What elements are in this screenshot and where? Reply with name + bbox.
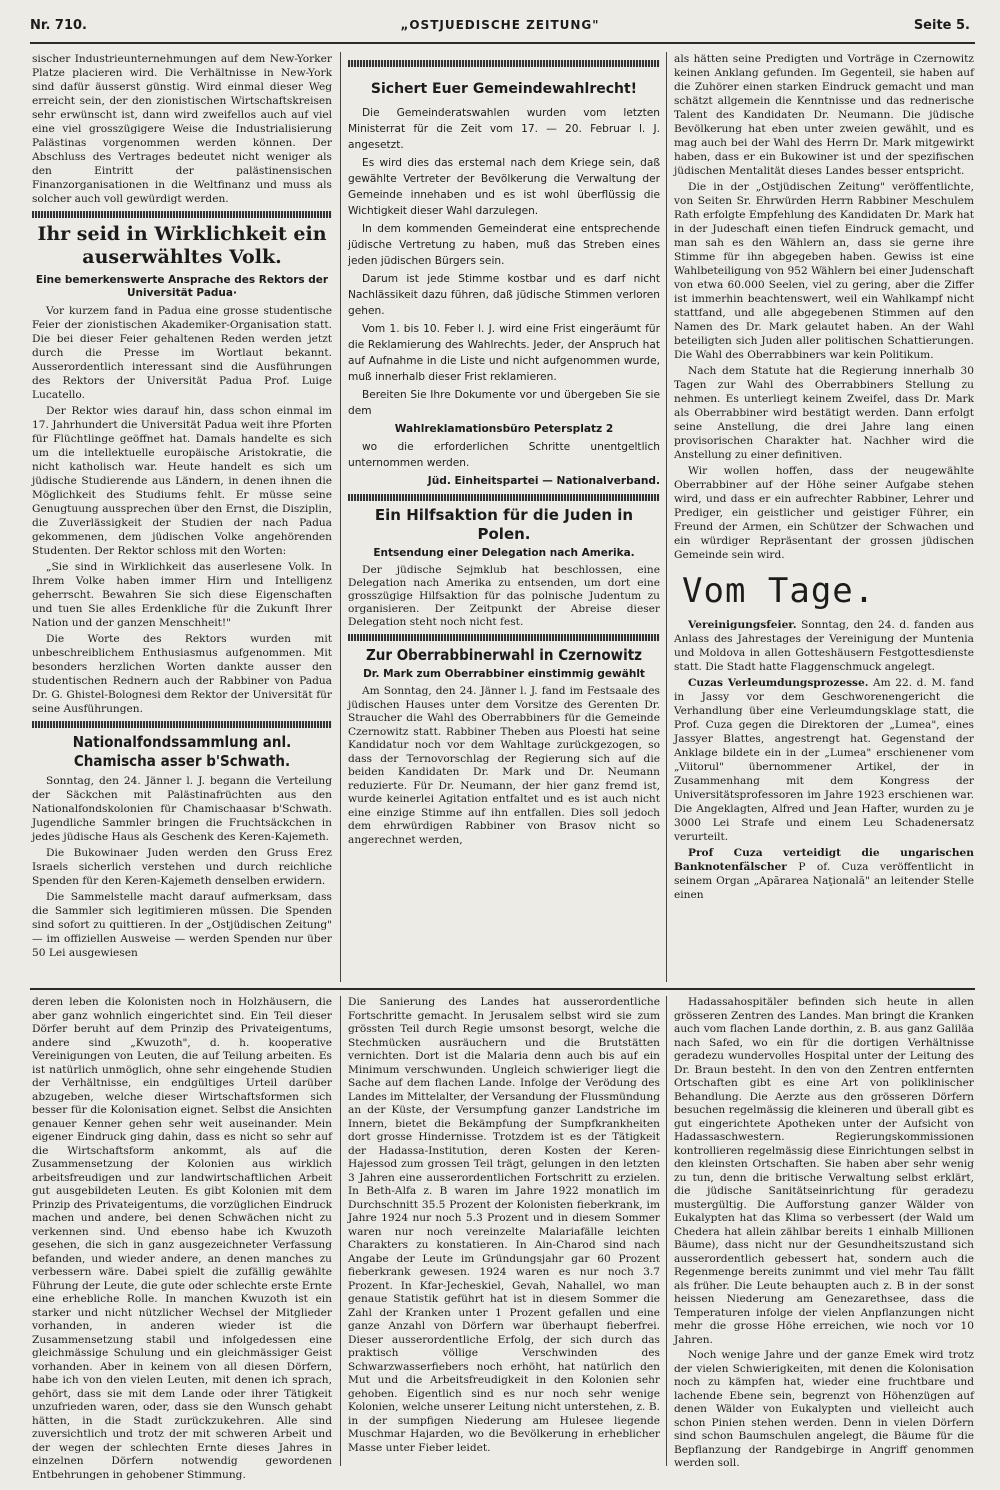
article-subtitle: Eine bemerkenswerte Ansprache des Rektors der Universität Padua· [35,274,329,299]
paragraph: Der Rektor wies darauf hin, dass schon einmal im 17. Jahrhundert die Universität Padua weit ihre Pforten für Flüchtlinge geöffnet hat. Damals handelte es sich um die intellektuelle europäische Aristokratie, die nicht katholisch war. Heute handelt es sich um jüdische Studierende aus Ländern, in denen ihnen die Möglichkeit des Studiums fehlt. Er müsse seine Genugtuung aussprechen über den Ernst, die Disziplin, die Zuverlässigkeit der Studien der nach Padua gekommenen, dem jüdischen Volke angehörenden Studenten. Der Rektor schloss mit den Worten: [32,405,332,557]
header-rule [30,42,975,44]
bottom-column-1 [32,996,332,1481]
bottom-column-2 [348,996,660,1466]
news-text: Am 22. d. M. fand in Jassy vor dem Geschworenengericht die Verhandlung über eine Verleumdungsklage statt, die Prof. Cuza gegen die Direktoren der „Lumea", eines Jassyer Blattes, angestrengt hat. Gegenstand der Anklage bildete ein in der „Lumea" erschienener vom „Viitorul" übernommener Artikel, der in Zusammenhang mit dem Kongress der Universitätsprofessoren im Jahre 1923 erschienen war. Die Angeklagten, Alfred und Jean Hafter, wurden zu je 3000 Lei Strafe und einem Leu Schadenersatz verurteilt. [674,677,974,843]
article-title: Nationalfondssammlung anl. Chamischa asser b'Schwath. [72,733,292,770]
divider [32,211,332,218]
newspaper-title: „OSTJUEDISCHE ZEITUNG" [400,18,600,32]
section-rule [30,988,975,990]
article-subtitle: Entsendung einer Delegation nach Amerika. [373,547,635,559]
notice-title: Sichert Euer Gemeindewahlrecht! [370,81,638,97]
paragraph: Die Bukowinaer Juden werden den Gruss Erez Israels sicherlich verstehen und durch reichliche Spenden für den Keren-Kajemeth denselben erwidern. [32,847,332,887]
news-text: Sonntag, den 24. d. fanden aus Anlass des Jahrestages der Vereinigung der Muntenia und Moldova in allen Gotteshäusern Festgottesdienste statt. Die Stadt hatte Flaggenschmuck angelegt. [674,619,974,673]
paragraph: Darum ist jede Stimme kostbar und es darf nicht Nachlässikeit dazu führen, daß jüdische Stimmen verloren gehen. [348,273,660,317]
paragraph: Nach dem Statute hat die Regierung innerhalb 30 Tagen zur Wahl des Oberrabbiners Stellung zu nehmen. Es unterliegt keinem Zweifel, dass Dr. Mark als Oberrabbiner wird bestätigt werden. Dann erfolgt seine Anstellung, die drei Jahre lang einen provisorischen Charakter hat. Nachher wird die Anstellung zu einer definitiven. [674,365,974,461]
paragraph: Sonntag, den 24. Jänner l. J. begann die Verteilung der Säckchen mit Palästinafrüchten aus den Nationalfondskolonien für Chamischaasar b'Schwath. Jugendliche Sammler bringen die Fruchtsäckchen in jedes jüdische Haus als Geschenk des Keren-Kajemeth. [32,775,332,843]
column-3 [674,52,974,972]
page-header [30,18,970,40]
column-separator [340,996,341,1466]
paragraph: Der jüdische Sejmklub hat beschlossen, eine Delegation nach Amerika zu entsenden, um dort eine grosszügige Hilfsaktion für das polnische Judentum zu organisieren. Der Zeitpunkt der Abreise dieser Delegation steht noch nicht fest. [348,564,660,628]
article-subtitle: Dr. Mark zum Oberrabbiner einstimmig gewählt [363,668,645,680]
divider [348,60,660,67]
paragraph: Die Sammelstelle macht darauf aufmerksam, dass die Sammler sich legitimieren müssen. Die Spenden sind sofort zu quittieren. In der „Ostjüdischen Zeitung" — im offiziellen Ausweise — werden Spenden nur über 50 Lei ausgewiesen [32,891,332,959]
paragraph: deren leben die Kolonisten noch in Holzhäusern, die aber ganz wohnlich eingerichtet sind. Ein Teil dieser Dörfer beruht auf dem Prinzip des Privateigentums, andere sind „Kwuzoth", d. h. kooperative Vereinigungen von Leuten, die auf Teilung arbeiten. Es ist natürlich unmöglich, ohne sehr eingehende Studien der Verhältnisse, ein endgültiges Urteil darüber abzugeben, welche dieser Wirtschaftsformen sich besser für die Kolonisation eignet. Selbst die Ansichten genauer Kenner gehen sehr weit auseinander. Mein eigener Eindruck ging dahin, dass es nicht so sehr auf die Wirtschaftsform ankommt, als auf die Zusammensetzung der Kolonien aus wirklich arbeitsfreudigen und zur landwirtschaftlichen Arbeit gut ausgebildeten Leuten. Es gibt Kolonien mit dem Prinzip des Privateigentums, die vorzüglichen Eindruck machen und andere, bei denen Schwächen nicht zu verkennen sind. Und ebenso habe ich Kwuzoth gesehen, die sich in ganz ausgezeichneter Verfassung befanden, und wieder andere, an denen manches zu verbessern wäre. Dabei spielt die zufällig gewählte Führung der Leute, die gute oder schlechte erste Ernte eine erhebliche Rolle. In manchen Kwuzoth ist ein starker und nicht nützlicher Wechsel der Mitglieder vorhanden, in anderen wieder ist die Zusammensetzung stabil und infolgedessen eine gleichmässige Schulung und ein gleichmässiger Geist vorhanden. Aber in keinem von all diesen Dörfern, habe ich von den vielen Leuten, mit denen ich sprach, gehört, dass sie mit dem Lande oder ihrer Tätigkeit unzufrieden waren, oder, dass sie den Wunsch gehabt hätten, in die Stadt zurückzukehren. Alle sind zuversichtlich und trotz der mit schweren Arbeit und der wegen der schlechten Ernte dieses Jahres in einzelnen Dörfern notwendig gewordenen Entbehrungen in gehobener Stimmung. [32,996,332,1481]
news-lead: Cuzas Verleumdungsprozesse. [688,677,869,689]
paragraph: Vor kurzem fand in Padua eine grosse studentische Feier der zionistischen Akademiker-Organisation statt. Die bei dieser Feier gehaltenen Reden werden jetzt durch die Presse im Wortlaut bekannt. Ausserordentlich interessant sind die Ausführungen des Rektors der Universität Padua Prof. Luige Lucatello. [32,305,332,401]
column-2 [348,52,660,972]
news-item [674,676,974,844]
article-title: Ihr seid in Wirklichkeit ein auserwähltes Volk. [37,223,327,268]
paragraph: wo die erforderlichen Schritte unentgeltlich unternommen werden. [348,441,660,469]
news-item [674,846,974,902]
paragraph: Die Worte des Rektors wurden mit unbeschreiblichem Enthusiasmus aufgenommen. Mit besonders herzlichen Worten dankte ausser den studentischen Rednern auch der Rabbiner von Padua Dr. G. Ghistel-Bolognesi dem Rektor der Universität für seine Ausführungen. [32,633,332,715]
divider [348,634,660,641]
news-item [674,618,974,674]
column-separator [340,52,341,982]
paragraph: Die in der „Ostjüdischen Zeitung" veröffentlichte, von Seiten Sr. Ehrwürden Herrn Rabbiner Meschulem Rath erfolgte Empfehlung des Kandidaten Dr. Mark hat in der Judeschaft einen tiefen Eindruck gemacht, und man sah es den Wählern an, dass sie gerne ihre Stimme für ihn abgegeben haben. Gewiss ist eine Wahlbeteiligung von 952 Wählern bei einer Judenschaft von etwa 60.000 Seelen, viel zu gering, aber die Ziffer ist immerhin beachtenswert, weil ein Wahlkampf nicht stattfand, und alle abgegebenen Stimmen auf den Namen des Dr. Mark gelautet haben. An der Wahl beteiligten sich Juden aller politischen Schattierungen. Die Wahl des Oberrabbiners war kein Politikum. [674,181,974,361]
divider [32,721,332,728]
paragraph: In dem kommenden Gemeinderat eine entsprechende jüdische Vertretung zu haben, muß das Streben eines jeden jüdischen Bürgers sein. [348,223,660,267]
signature: Jüd. Einheitspartei — Nationalverband. [427,475,660,487]
article-title: Ein Hilfsaktion für die Juden in Polen. [374,506,634,543]
news-text: P of. Cuza veröffentlicht in seinem Organ „Apărarea Naţională" an leitender Stelle einen [674,861,974,901]
paragraph: Die Sanierung des Landes hat ausserordentliche Fortschritte gemacht. In Jerusalem selbst wird sie zum grössten Teil durch Regie umsonst besorgt, welche die Stechmücken ausräuchern und die Brutstätten vernichten. Dort ist die Malaria denn auch bis auf ein Minimum verschwunden. Ungleich schwieriger liegt die Sache auf dem flachen Lande. Infolge der Verödung des Landes im Mittelalter, der Versandung der Flussmündung an der Küste, der Versumpfung ganzer Landstriche im Innern, bietet die Bekämpfung der Sumpfkrankheiten dort grosse Hindernisse. Trotzdem ist es der Tätigkeit der Hadassa-Institution, deren Kosten der Keren-Hajessod zum grossen Teil trägt, gelungen in den letzten 3 Jahren eine ausserordentlichen Fortschritt zu erzielen. In Beth-Alfa z. B waren im Jahre 1922 monatlich im Durchschnitt 35.5 Prozent der Kolonisten fieberkrank, im Jahre 1924 nur noch 5.3 Prozent und in diesem Sommer waren nur noch vereinzelte Malariafälle leichten Charakters zu konstatieren. In Ain-Charod sind nach Angabe der Leute im Gründungsjahr gar 60 Prozent fieberkrank gewesen. 1924 waren es nur noch 3.7 Prozent. In Kfar-Jecheskiel, Gevah, Nahallel, wo man genaue Statistik geführt hat ist in diesem Sommer die Zahl der Kranken unter 1 Prozent gefallen und eine ganze Anzahl von Dörfern war überhaupt fieberfrei. Dieser ausserordentliche Erfolg, der sich durch das praktisch völlige Verschwinden des Schwarzwasserfiebers noch erhöht, hat natürlich den Mut und die Arbeitsfreudigkeit in den Kolonien sehr gehoben. Eigentlich sind es nur noch sehr wenige Kolonien, welche unserer Leitung nicht unterstehen, z. B. in der sumpfigen Niederung am Hulesee liegende Muschmar Hajarden, wo die Bevölkerung in erheblicher Masse unter Fieber leidet. [348,996,660,1454]
paragraph: Am Sonntag, den 24. Jänner l. J. fand im Festsaale des jüdischen Hauses unter dem Vorsitze des Gerenten Dr. Straucher die Wahl des Oberrabbiners für die Gemeinde Czernowitz statt. Rabbiner Theben aus Ploesti hat seine Kandidatur noch vor dem Wahltage zurückgezogen, so dass der Ternovorschlag der Regierung sich auf die beiden Kandidaten Dr. Mark und Dr. Neumann reduzierte. Für Dr. Neumann, der hier ganz fremd ist, wurde keinerlei Agitation entfaltet und es ist auch nicht eine einzige Stimme auf ihn entfallen. Dies soll jedoch dem ehrwürdigen Rabbiner von Brasov nicht so angerechnet werden, [348,685,660,846]
paragraph: Es wird dies das erstemal nach dem Kriege sein, daß gewählte Vertreter der Bevölkerung die Verwaltung der Gemeinde innehaben und es ist wohl überflüssig die Wichtigkeit dieser Wahl darzulegen. [348,157,660,217]
news-lead: Vereinigungsfeier. [688,619,797,631]
bottom-column-3 [674,996,974,1469]
article-title: Zur Oberrabbinerwahl in Czernowitz [365,646,643,664]
divider [348,494,660,501]
issue-number: Nr. 710. [30,18,87,33]
office-name: Wahlreklamationsbüro Petersplatz 2 [394,423,614,435]
paragraph: Die Gemeinderatswahlen wurden vom letzten Ministerrat für die Zeit vom 17. — 20. Februar l. J. angesetzt. [348,107,660,151]
paragraph: als hätten seine Predigten und Vorträge in Czernowitz keinen Anklang gefunden. Im Gegenteil, sie haben auf die Zuhörer einen starken Eindruck gemacht und man schätzt allgemein die Kenntnisse und das rednerische Talent des Kandidaten Dr. Neumann. Die jüdische Bevölkerung hat eben unter zweien gewählt, und es mag auch bei der Wahl des Herrn Dr. Mark mitgewirkt haben, dass er ein Bukowiner ist und der spezifischen jüdischen Mentalität dieses Landes besser entspricht. [674,53,974,177]
intro-text: sischer Industrieunternehmungen auf dem New-Yorker Platze placieren wird. Die Verhältnisse in New-York sind dafür äusserst günstig. Wird einmal dieser Weg erreicht sein, der den zionistischen Wirtschaftskreisen sehr erwünscht ist, dann wird zweifellos auch auf viel eine viel grosszügigere Weise die Industrialisierung Palästinas vorgenommen werden können. Der Abschluss des Vertrages bedeutet nicht weniger als den Eintritt der palästinensischen Finanzorganisationen in die Weltfinanz und muss als solcher auch voll gewürdigt werden. [32,53,332,205]
page-number: Seite 5. [913,18,970,33]
paragraph: Vom 1. bis 10. Feber l. J. wird eine Frist eingeräumt für die Reklamierung des Wahlrechts. Jeder, der Anspruch hat auf Aufnahme in die Liste und nicht aufgenommen wurde, muß innerhalb dieser Frist reklamieren. [348,323,660,383]
paragraph: Hadassahospitäler befinden sich heute in allen grösseren Zentren des Landes. Man bringt die Kranken auch vom flachen Lande dorthin, z. B. aus ganz Galiläa nach Safed, wo ein für die dortigen Verhältnisse geradezu wundervolles Hospital unter der Leitung des Dr. Braun besteht. In den von den Zentren entfernten Ortschaften gibt es eine Art von poliklinischer Behandlung. Die Aerzte aus den grösseren Dörfern besuchen regelmässig die kleineren und überall gibt es gut eingerichtete Apotheken unter der Aufsicht von Hadassaschwestern. Regierungskommissionen kontrollieren regelmässig diese Einrichtungen selbst in den kleinsten Ortschaften. Sie haben aber sehr wenig zu tun, denn die britische Verwaltung selbst erklärt, die jüdische Sanitätseinrichtung für geradezu mustergültig. Die Aufforstung ganzer Wälder von Eukalypten hat das Klima so verbessert (der Wald um Chedera hat allein zählbar bereits 1 einhalb Millionen Bäume), dass nicht nur der Gesundheitszustand sich ausserordentlich gebessert hat, sondern auch die Regenmenge bereits zunimmt und viel mehr Tau fällt als früher. Die Leute behaupten auch z. B in der sonst heissen Niederung am Genezarethsee, dass die Temperaturen infolge der vielen Anpflanzungen nicht mehr die grosse Höhe erreichen, wie noch vor 10 Jahren. [674,996,974,1346]
paragraph: Wir wollen hoffen, dass der neugewählte Oberrabbiner auf der Höhe seiner Aufgabe stehen wird, und dass er ein aufrechter Rabbiner, Lehrer und Prediger, ein geistlicher und geistiger Führer, ein Freund der Armen, ein Schützer der Schwachen und ein würdiger Repräsentant der grossen jüdischen Gemeinde sein wird. [674,465,974,561]
column-separator [666,52,667,982]
column-1 [32,52,332,972]
section-title: Vom Tage. [682,571,876,611]
paragraph: „Sie sind in Wirklichkeit das auserlesene Volk. In Ihrem Volke haben immer Hirn und Intelligenz geherrscht. Bewahren Sie sich diese Eigenschaften und tuen Sie alles Erdenkliche für die Zukunft Ihrer Nation und der ganzen Menschheit!" [32,561,332,629]
news-lead: Prof Cuza verteidigt die ungarischen Banknotenfälscher [674,847,974,873]
paragraph: Noch wenige Jahre und der ganze Emek wird trotz der vielen Schwierigkeiten, mit denen die Kolonisation noch zu kämpfen hat, wieder eine fruchtbare und lachende Ebene sein, begrenzt von Höhenzügen auf denen Wälder von Eukalypten und vielleicht auch schon Pinien stehen werden. Denn in vielen Dörfern sind schon Baumschulen angelegt, die Bäume für die Bepflanzung der Randgebirge in Angriff genommen werden soll. [674,1349,974,1469]
column-separator [666,996,667,1466]
paragraph: Bereiten Sie Ihre Dokumente vor und übergeben Sie sie dem [348,389,660,417]
